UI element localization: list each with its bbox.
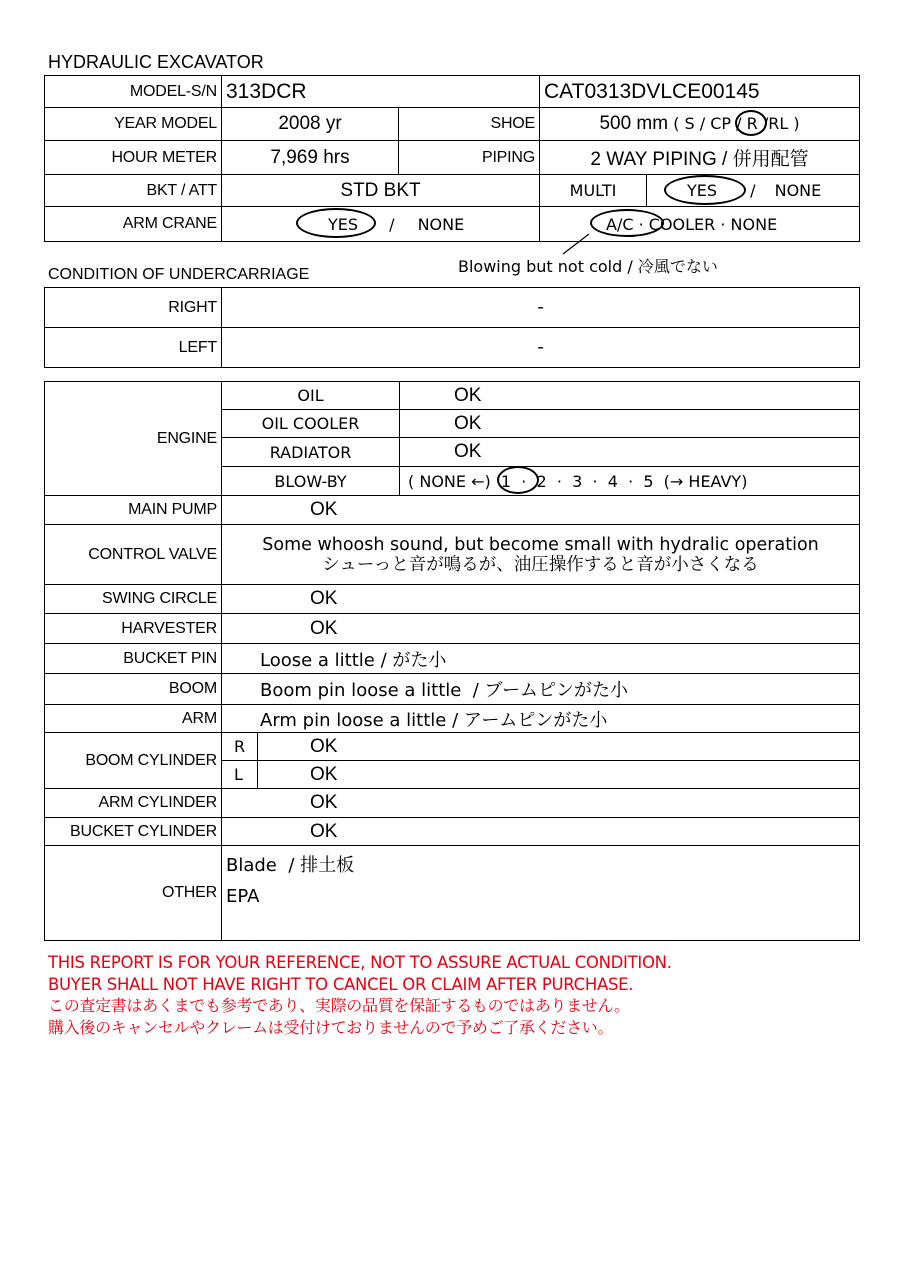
hour-label: HOUR METER	[45, 141, 222, 175]
uc-right-label: RIGHT	[45, 288, 222, 328]
multi-yes: YES	[686, 181, 718, 200]
arm-crane-sep: /	[389, 214, 395, 234]
arm-label: ARM	[45, 705, 222, 733]
hours-value: 7,969 hrs	[222, 141, 399, 175]
arm-crane-yes: YES	[327, 214, 359, 234]
shoe-cp-circle	[735, 110, 767, 136]
bucket-pin-label: BUCKET PIN	[45, 644, 222, 674]
control-valve-jp: シューっと音が鳴るが、油圧操作すると音が小さくなる	[322, 554, 759, 575]
other-cell	[222, 846, 860, 941]
oil-cooler-value: OK	[400, 410, 860, 438]
shoe-cell	[540, 108, 860, 141]
shoe-options: ( S / CP / R /RL )	[673, 114, 800, 133]
arm-crane-options	[222, 207, 540, 242]
bucket-cyl-value: OK	[222, 818, 860, 846]
uc-right-value: -	[222, 288, 860, 328]
year-value: 2008 yr	[222, 108, 399, 141]
oil-cooler-label: OIL COOLER	[222, 410, 400, 438]
harvester-label: HARVESTER	[45, 614, 222, 644]
undercarriage-heading: CONDITION OF UNDERCARRIAGE	[48, 266, 310, 283]
other-item-2: EPA	[226, 886, 260, 907]
document-title: HYDRAULIC EXCAVATOR	[48, 52, 264, 72]
swing-value: OK	[222, 585, 860, 614]
radiator-value: OK	[400, 438, 860, 467]
main-pump-value: OK	[222, 496, 860, 525]
serial-value: CAT0313DVLCE00145	[540, 76, 860, 108]
engine-label: ENGINE	[45, 382, 222, 496]
multi-sep: /	[750, 181, 756, 200]
radiator-label: RADIATOR	[222, 438, 400, 467]
uc-left-value: -	[222, 328, 860, 368]
disclaimer	[48, 952, 672, 1038]
disclaimer-line-4: 購入後のキャンセルやクレームは受付けておりませんので予めご了承ください。	[48, 1017, 614, 1037]
boom-cyl-r-value: OK	[258, 733, 860, 761]
bucket-pin-value: Loose a little / がた小	[222, 644, 860, 674]
condition-table	[44, 381, 860, 941]
arm-cyl-value: OK	[222, 789, 860, 818]
control-valve-label: CONTROL VALVE	[45, 525, 222, 585]
control-valve-en: Some whoosh sound, but become small with hydralic operation	[262, 534, 819, 555]
boom-value: Boom pin loose a little / ブームピンがた小	[222, 674, 860, 705]
other-label: OTHER	[45, 846, 222, 941]
arm-value: Arm pin loose a little / アームピンがた小	[222, 705, 860, 733]
multi-yes-circle	[664, 175, 746, 205]
harvester-value: OK	[222, 614, 860, 644]
boom-cyl-l-value: OK	[258, 761, 860, 789]
year-label: YEAR MODEL	[45, 108, 222, 141]
spec-table	[44, 75, 860, 242]
bkt-label: BKT / ATT	[45, 175, 222, 207]
disclaimer-line-2: BUYER SHALL NOT HAVE RIGHT TO CANCEL OR CLAIM AFTER PURCHASE.	[48, 974, 634, 994]
multi-none: NONE	[774, 181, 822, 200]
other-item-1: Blade / 排土板	[226, 855, 355, 876]
swing-label: SWING CIRCLE	[45, 585, 222, 614]
multi-label: MULTI	[540, 175, 647, 207]
model-value: 313DCR	[222, 76, 540, 108]
uc-left-label: LEFT	[45, 328, 222, 368]
oil-value: OK	[400, 382, 860, 410]
piping-value: 2 WAY PIPING / 併用配管	[540, 141, 860, 175]
boom-cyl-l-label: L	[222, 761, 258, 789]
undercarriage-table	[44, 287, 860, 368]
arm-crane-label: ARM CRANE	[45, 207, 222, 242]
arm-crane-yes-circle	[296, 208, 376, 238]
boom-cyl-label: BOOM CYLINDER	[45, 733, 222, 789]
oil-label: OIL	[222, 382, 400, 410]
blowby-scale: ( NONE ←) 1 · 2 · 3 · 4 · 5 (→ HEAVY)	[400, 467, 860, 496]
piping-label: PIPING	[399, 141, 540, 175]
shoe-label: SHOE	[399, 108, 540, 141]
blowby-label: BLOW-BY	[222, 467, 400, 496]
shoe-value: 500 mm	[599, 113, 669, 134]
arm-cyl-label: ARM CYLINDER	[45, 789, 222, 818]
model-sn-label: MODEL-S/N	[45, 76, 222, 108]
disclaimer-line-1: THIS REPORT IS FOR YOUR REFERENCE, NOT TO ASSURE ACTUAL CONDITION.	[48, 953, 672, 972]
disclaimer-line-3: この査定書はあくまでも参考であり、実際の品質を保証するものではありません。	[48, 996, 630, 1015]
note-pointer-line	[555, 232, 595, 256]
arm-crane-none: NONE	[417, 214, 465, 234]
blowby-selected-circle	[497, 466, 539, 494]
bucket-cyl-label: BUCKET CYLINDER	[45, 818, 222, 846]
boom-label: BOOM	[45, 674, 222, 705]
main-pump-label: MAIN PUMP	[45, 496, 222, 525]
bkt-value: STD BKT	[222, 175, 540, 207]
ac-options: A/C · COOLER · NONE	[540, 207, 860, 242]
control-valve-cell	[222, 525, 860, 585]
ac-note: Blowing but not cold / 冷風でない	[458, 257, 718, 276]
ac-circle	[590, 209, 664, 237]
boom-cyl-r-label: R	[222, 733, 258, 761]
